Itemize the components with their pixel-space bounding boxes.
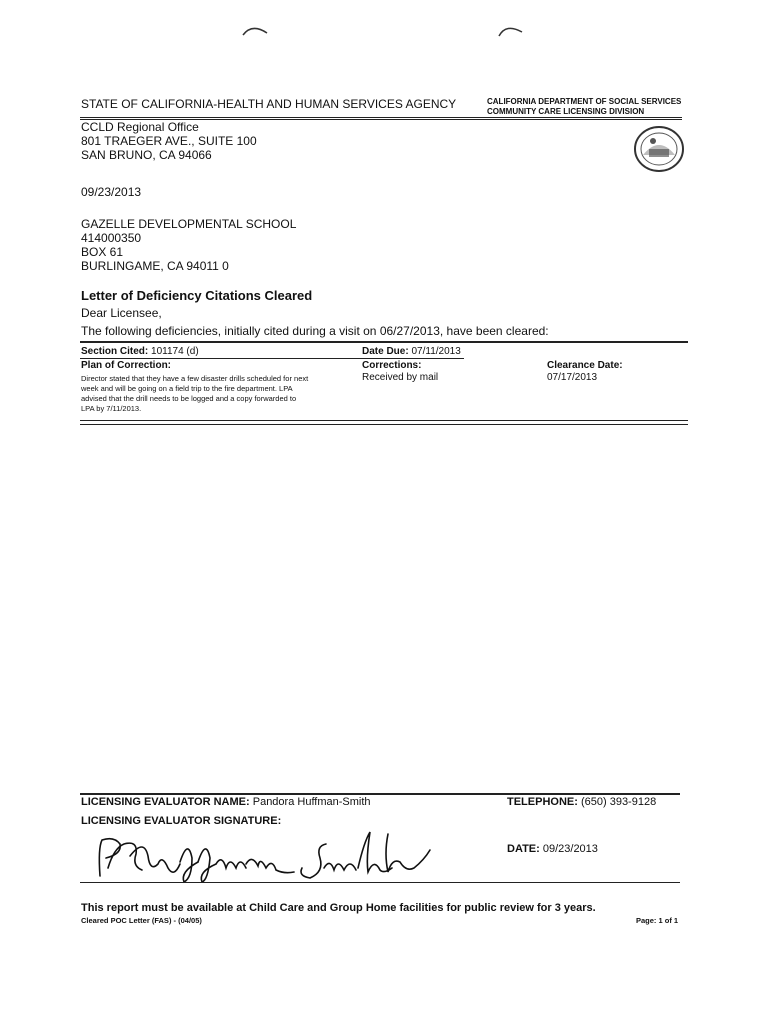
letter-title: Letter of Deficiency Citations Cleared [81,288,313,303]
evaluator-name [81,796,371,808]
plan-line: LPA by 7/11/2013. [81,404,142,413]
intro-text: The following deficiencies, initially cited during a visit on 06/27/2013, have been cleared: [81,324,549,338]
facility-city: BURLINGAME, CA 94011 0 [81,259,229,273]
date-due-value: 07/11/2013 [411,346,461,357]
letter-date: 09/23/2013 [81,185,142,199]
section-cited-value: 101174 (d) [151,346,199,357]
state-seal-icon [633,125,685,173]
evaluator-signature [88,828,438,886]
date-due [362,346,461,357]
signature-date-value: 09/23/2013 [542,843,598,855]
public-review-notice: This report must be available at Child Care and Group Home facilities for public review for 3 years. [81,902,596,914]
signature-date [507,843,598,855]
section-cited-label: Section Cited: [81,346,149,357]
clearance-label: Clearance Date: [547,360,623,371]
plan-line: advised that the drill needs to be logged and a copy forwarded to [81,394,297,403]
salutation: Dear Licensee, [81,306,162,320]
corrections-label: Corrections: [362,360,422,371]
agency-heading: STATE OF CALIFORNIA-HEALTH AND HUMAN SERVICES AGENCY [81,97,457,111]
plan-line: Director stated that they have a few disaster drills scheduled for next [81,374,309,383]
form-id: Cleared POC Letter (FAS) - (04/05) [81,916,202,925]
department-heading: CALIFORNIA DEPARTMENT OF SOCIAL SERVICES [487,97,682,106]
evaluator-name-value: Pandora Huffman-Smith [252,796,371,808]
office-city: SAN BRUNO, CA 94066 [81,148,212,162]
facility-address: BOX 61 [81,245,124,259]
plan-text [81,374,308,414]
page-number: Page: 1 of 1 [636,916,679,925]
division-heading: COMMUNITY CARE LICENSING DIVISION [487,107,645,116]
telephone [507,796,656,808]
office-street: 801 TRAEGER AVE., SUITE 100 [81,134,257,148]
corrections-value: Received by mail [362,372,439,383]
office-name: CCLD Regional Office [81,120,199,134]
signature-date-label: DATE: [507,843,540,855]
evaluator-name-label: LICENSING EVALUATOR NAME: [81,796,250,808]
plan-label: Plan of Correction: [81,360,172,371]
telephone-value: (650) 393-9128 [580,796,657,808]
plan-line: week and will be going on a field trip to the fire department. LPA [81,384,293,393]
telephone-label: TELEPHONE: [507,796,578,808]
signature-label: LICENSING EVALUATOR SIGNATURE: [81,815,282,827]
clearance-value: 07/17/2013 [547,372,598,383]
facility-name: GAZELLE DEVELOPMENTAL SCHOOL [81,217,297,231]
date-due-label: Date Due: [362,346,409,357]
facility-number: 414000350 [81,231,142,245]
punch-hole-mark-icon [240,22,270,38]
section-cited [81,346,199,357]
punch-hole-mark-icon [496,22,526,38]
